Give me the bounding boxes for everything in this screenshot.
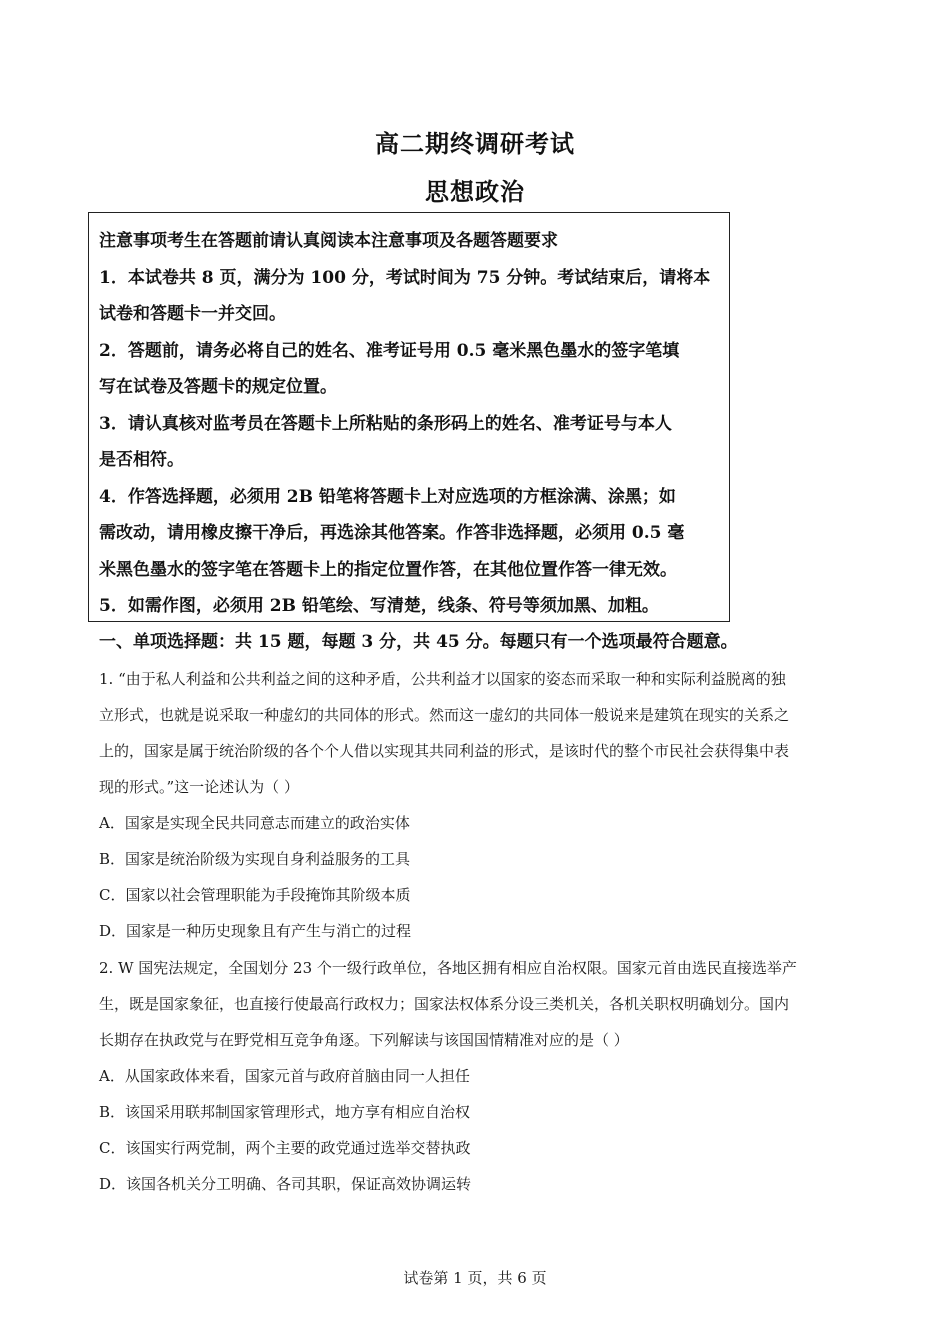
notice-line: 5．如需作图，必须用 2B 铅笔绘、写清楚，线条、符号等须加黑、加粗。 (99, 596, 659, 616)
notice-line: 试卷和答题卡一并交回。 (99, 304, 286, 324)
notice-line: 是否相符。 (99, 450, 184, 470)
notice-line: 4．作答选择题，必须用 2B 铅笔将答题卡上对应选项的方框涂满、涂黑；如 (99, 486, 676, 507)
question-1-option-b: B．国家是统治阶级为实现自身利益服务的工具 (99, 850, 411, 868)
question-1-stem: 上的，国家是属于统治阶级的各个个人借以实现其共同利益的形式，是该时代的整个市民社会获得集中表 (99, 742, 790, 760)
subject-title: 思想政治 (425, 177, 525, 206)
question-2-option-d: D．该国各机关分工明确、各司其职，保证高效协调运转 (99, 1175, 472, 1193)
notice-box (88, 212, 730, 622)
notice-line: 2．答题前，请务必将自己的姓名、准考证号用 0.5 毫米黑色墨水的签字笔填 (99, 340, 680, 361)
question-1-stem: 现的形式。”这一论述认为（ ） (99, 778, 299, 796)
question-2-option-c: C．该国实行两党制，两个主要的政党通过选举交替执政 (99, 1139, 471, 1157)
question-1-option-a: A．国家是实现全民共同意志而建立的政治实体 (99, 814, 410, 832)
notice-line: 3．请认真核对监考员在答题卡上所粘贴的条形码上的姓名、准考证号与本人 (99, 413, 672, 434)
notice-heading: 注意事项考生在答题前请认真阅读本注意事项及各题答题要求 (99, 231, 558, 251)
question-2-stem: 2. W 国宪法规定，全国划分 23 个一级行政单位，各地区拥有相应自治权限。国家元首由选民直接选举产 (99, 959, 797, 977)
question-1-stem: 1. “由于私人利益和公共利益之间的这种矛盾，公共利益才以国家的姿态而采取一种和实际利益脱离的独 (99, 670, 786, 688)
notice-line: 1．本试卷共 8 页，满分为 100 分，考试时间为 75 分钟。考试结束后，请将本 (99, 267, 711, 288)
question-1-option-d: D．国家是一种历史现象且有产生与消亡的过程 (99, 922, 412, 940)
exam-title: 高二期终调研考试 (375, 129, 575, 158)
notice-line: 需改动，请用橡皮擦干净后，再选涂其他答案。作答非选择题，必须用 0.5 毫 (99, 523, 685, 543)
question-2-stem: 长期存在执政党与在野党相互竞争角逐。下列解读与该国国情精准对应的是（ ） (99, 1031, 629, 1049)
page-footer: 试卷第 1 页，共 6 页 (403, 1269, 547, 1287)
question-2-option-a: A．从国家政体来看，国家元首与政府首脑由同一人担任 (99, 1067, 470, 1085)
question-2-option-b: B．该国采用联邦制国家管理形式，地方享有相应自治权 (99, 1103, 471, 1121)
notice-line: 米黑色墨水的签字笔在答题卡上的指定位置作答，在其他位置作答一律无效。 (99, 559, 677, 580)
notice-line: 写在试卷及答题卡的规定位置。 (99, 377, 337, 397)
question-1-stem: 立形式，也就是说采取一种虚幻的共同体的形式。然而这一虚幻的共同体一般说来是建筑在现实的关系之 (99, 706, 790, 724)
section-heading: 一、单项选择题：共 15 题，每题 3 分，共 45 分。每题只有一个选项最符合题意。 (99, 632, 738, 652)
question-1-option-c: C．国家以社会管理职能为手段掩饰其阶级本质 (99, 886, 411, 904)
question-2-stem: 生，既是国家象征，也直接行使最高行政权力；国家法权体系分设三类机关，各机关职权明确划分。国内 (99, 995, 790, 1013)
